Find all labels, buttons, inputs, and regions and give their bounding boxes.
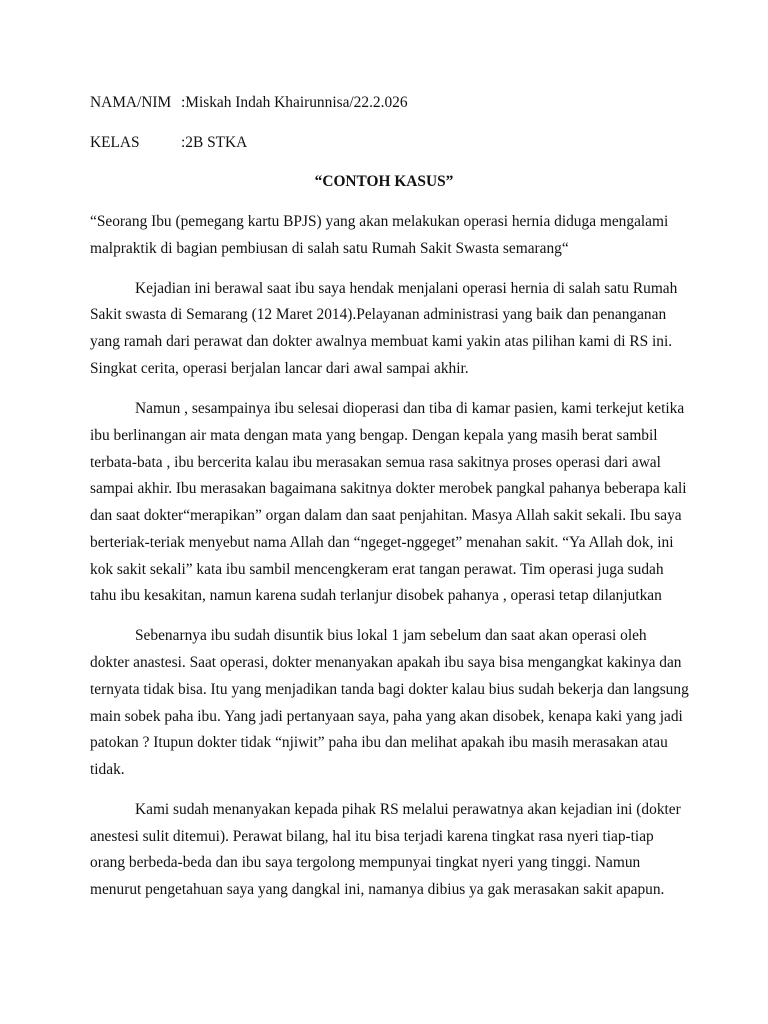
- intro-line: malpraktik di bagian pembiusan di salah satu Rumah Sakit Swasta semarang“: [90, 240, 569, 257]
- paragraph-line: Kejadian ini berawal saat ibu saya hendak menjalani operasi hernia di salah satu Rumah: [135, 280, 678, 297]
- paragraph-line: main sobek paha ibu. Yang jadi pertanyaan saya, paha yang akan disobek, kenapa kaki yang jadi: [90, 708, 683, 725]
- paragraph-line: Sakit swasta di Semarang (12 Maret 2014).Pelayanan administrasi yang baik dan penanganan: [90, 306, 667, 323]
- paragraph-line: Sebenarnya ibu sudah disuntik bius lokal 1 jam sebelum dan saat akan operasi oleh: [135, 627, 647, 644]
- kelas-value: :2B STKA: [181, 134, 248, 151]
- paragraph-line: kok sakit sekali” kata ibu sambil mencengkeram erat tangan perawat. Tim operasi juga sudah: [90, 561, 664, 578]
- paragraph-line: ibu berlinangan air mata dengan mata yang bengap. Dengan kepala yang masih berat sambil: [90, 427, 658, 444]
- paragraph-line: tahu ibu kesakitan, namun karena sudah terlanjur disobek pahanya , operasi tetap dilanjutkan: [90, 587, 662, 604]
- intro-line: “Seorang Ibu (pemegang kartu BPJS) yang akan melakukan operasi hernia diduga mengalami: [90, 213, 669, 230]
- nama-nim-value: :Miskah Indah Khairunnisa/22.2.026: [181, 94, 408, 111]
- paragraph-line: ternyata tidak bisa. Itu yang menjadikan tanda bagi dokter kalau bius sudah bekerja dan langsung: [90, 681, 689, 698]
- nama-nim-label: NAMA/NIM: [90, 94, 172, 111]
- paragraph-line: yang ramah dari perawat dan dokter awalnya membuat kami yakin atas pilihan kami di RS ini.: [90, 333, 673, 350]
- paragraph-line: terbata-bata , ibu bercerita kalau ibu merasakan semua rasa sakitnya proses operasi dari awal: [90, 454, 661, 471]
- paragraph-line: menurut pengetahuan saya yang dangkal ini, namanya dibius ya gak merasakan sakit apapun.: [90, 881, 665, 898]
- document-title: “CONTOH KASUS”: [314, 173, 454, 190]
- paragraph-line: patokan ? Itupun dokter tidak “njiwit” paha ibu dan melihat apakah ibu masih merasakan atau: [90, 734, 668, 751]
- paragraph-line: Kami sudah menanyakan kepada pihak RS melalui perawatnya akan kejadian ini (dokter: [135, 801, 681, 818]
- paragraph-line: Namun , sesampainya ibu selesai dioperasi dan tiba di kamar pasien, kami terkejut ketika: [135, 400, 685, 417]
- paragraph-line: anestesi sulit ditemui). Perawat bilang, hal itu bisa terjadi karena tingkat rasa nyeri tiap-tiap: [90, 828, 654, 845]
- kelas-label: KELAS: [90, 134, 140, 151]
- paragraph-line: orang berbeda-beda dan ibu saya tergolong mempunyai tingkat nyeri yang tinggi. Namun: [90, 854, 641, 871]
- paragraph-line: tidak.: [90, 761, 125, 778]
- paragraph-line: berteriak-teriak menyebut nama Allah dan “ngeget-nggeget” menahan sakit. “Ya Allah dok, ini: [90, 534, 674, 551]
- paragraph-line: dokter anastesi. Saat operasi, dokter menanyakan apakah ibu saya bisa mengangkat kakinya dan: [90, 654, 682, 671]
- paragraph-line: Singkat cerita, operasi berjalan lancar dari awal sampai akhir.: [90, 360, 469, 377]
- paragraph-line: dan saat dokter“merapikan” organ dalam dan saat penjahitan. Masya Allah sakit sekali. Ibu saya: [90, 507, 682, 524]
- paragraph-line: sampai akhir. Ibu merasakan bagaimana sakitnya dokter merobek pangkal pahanya beberapa kali: [90, 480, 687, 497]
